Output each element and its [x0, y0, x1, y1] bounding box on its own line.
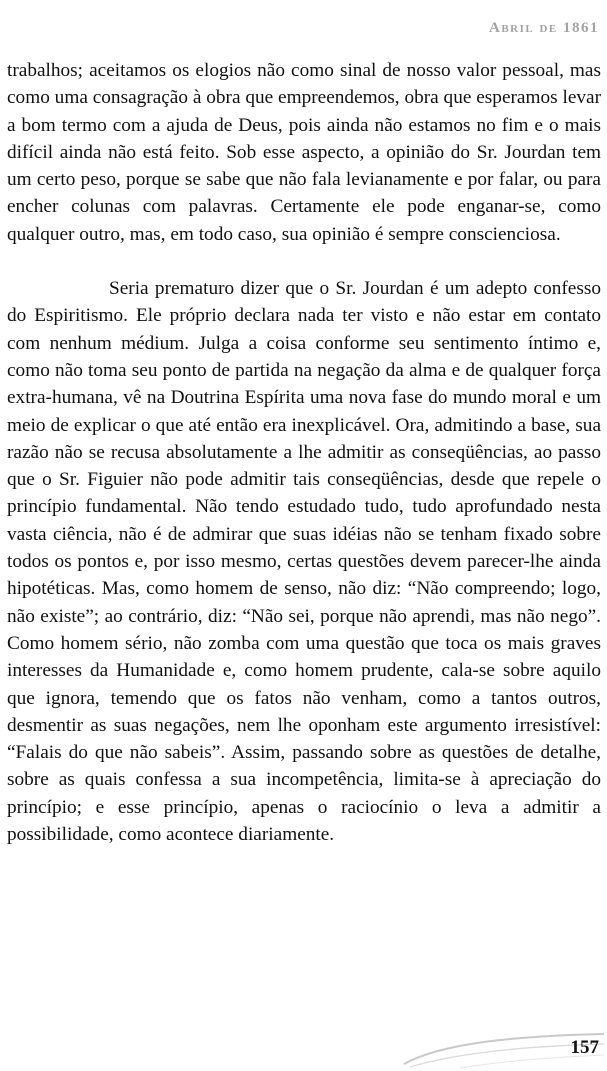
- paragraph-1: trabalhos; aceitamos os elogios não como sinal de nosso valor pessoal, mas como uma consagração à obra que empreendemos, obra que esperamos levar a bom termo com a ajuda de Deus, pois ainda não estamos no fim e o mais difícil ainda não está feito. Sob esse aspecto, a opinião do Sr. Jourdan tem um certo peso, porque se sabe que não fala levianamente e por falar, ou para encher colunas com palavras. Certamente ele pode enganar-se, como qualquer outro, mas, em todo caso, sua opinião é sempre conscienciosa.: [7, 60, 601, 245]
- paragraph-2: Seria prematuro dizer que o Sr. Jourdan é um adepto confesso do Espiritismo. Ele próprio declara nada ter visto e não estar em contato com nenhum médium. Julga a coisa conforme seu sentimento íntimo e, como não toma seu ponto de partida na negação da alma e de qualquer força extra-humana, vê na Doutrina Espírita uma nova fase do mundo moral e um meio de explicar o que até então era inexplicável. Ora, admitindo a base, sua razão não se recusa absolutamente a lhe admitir as conseqüências, ao passo que o Sr. Figuier não pode admitir tais conseqüências, desde que repele o princípio fundamental. Não tendo estudado tudo, tudo aprofundado nesta vasta ciência, não é de admirar que suas idéias não se tenham fixado sobre todos os pontos e, por isso mesmo, certas questões devem parecer-lhe ainda hipotéticas. Mas, como homem de senso, não diz: “Não compreendo; logo, não existe”; ao contrário, diz: “Não sei, porque não aprendi, mas não nego”. Como homem sério, não zomba com uma questão que toca os mais graves interesses da Humanidade e, como homem prudente, cala-se sobre aquilo que ignora, temendo que os fatos não venham, como a tantos outros, desmentir as suas negações, nem lhe oponham este argumento irresistível: “Falais do que não sabeis”. Assim, passando sobre as questões de detalhe, sobre as quais confessa a sua incompetência, limita-se à apreciação do princípio; e esse princípio, apenas o raciocínio o leva a admitir a possibilidade, como acontece diariamente.: [7, 278, 601, 846]
- running-header: Abril de 1861: [488, 20, 599, 36]
- page-number: 157: [570, 1037, 599, 1058]
- body-text: [7, 57, 601, 848]
